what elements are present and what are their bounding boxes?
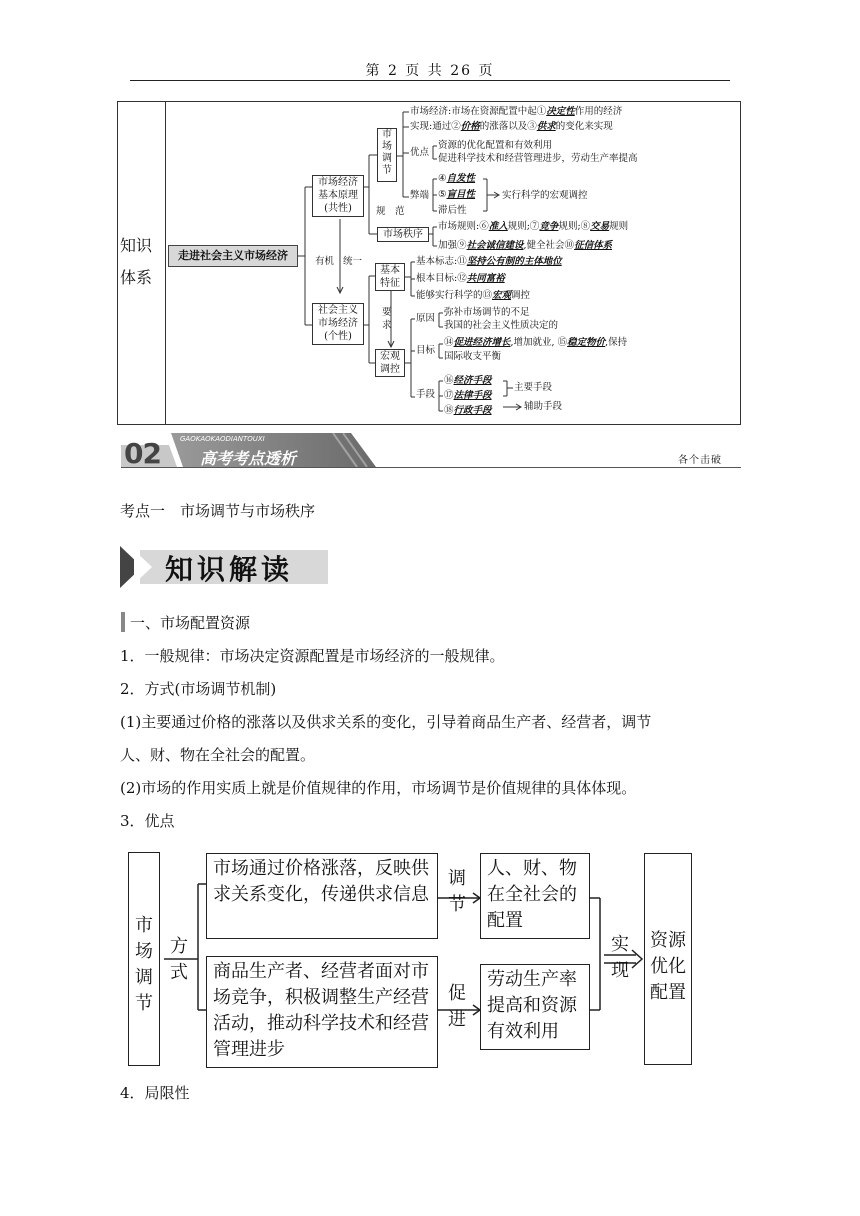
- target-line-1: [444, 337, 627, 349]
- label-line-1: 知识: [120, 236, 153, 255]
- sub-heading: 一、市场配置资源: [130, 614, 251, 632]
- means-1: [444, 375, 492, 387]
- leaf-key: 促进经济增长: [453, 337, 511, 348]
- leaf-text: 调控: [511, 290, 531, 301]
- leaf-text: 的涨落以及③: [479, 121, 537, 132]
- drawback-2: [438, 189, 475, 201]
- leaf-text: 作用的经济: [574, 106, 623, 117]
- leaf-key: 供求: [536, 121, 556, 132]
- paragraph-limitations: 4．局限性: [120, 1084, 190, 1102]
- leaf-text: 市场规则:⑥: [438, 221, 489, 232]
- leaf-key: 征信体系: [574, 240, 613, 251]
- sub-heading-bar: [121, 612, 125, 632]
- link-unified: 统一: [343, 256, 363, 267]
- node-char: 调: [382, 153, 392, 164]
- drawback-1: [438, 173, 475, 185]
- paragraph-value-law: (2)市场的作用实质上就是价值规律的作用，市场调节是价值规律的具体体现。: [120, 779, 637, 797]
- leaf-num: ⑰: [444, 390, 454, 401]
- leaf-key: 行政手段: [453, 405, 492, 416]
- leaf-text: 加强⑨: [438, 240, 467, 251]
- node-macro-control: [375, 349, 405, 377]
- leaf-key: 价格: [460, 121, 480, 132]
- node-char: 市: [382, 129, 392, 140]
- leaf-text: 根本目标:⑫: [416, 273, 467, 284]
- drawback-label: 弊端: [410, 190, 430, 201]
- order-rules: [438, 221, 628, 233]
- leaf-key: 竞争: [539, 221, 559, 232]
- paragraph-general-law: 1．一般规律：市场决定资源配置是市场经济的一般规律。: [120, 647, 505, 665]
- reason-line-1: 弥补市场调节的不足: [444, 307, 530, 318]
- leaf-num: ⑯: [444, 375, 454, 386]
- means-label: 手段: [416, 389, 436, 400]
- node-basic-principle: [312, 175, 364, 217]
- node-line: 调控: [380, 364, 400, 375]
- node-line: 市场经济: [318, 318, 358, 329]
- node-line: 基本: [380, 265, 400, 276]
- banner-pinyin: GAOKAOKAODIANTOUXI: [180, 435, 265, 443]
- leaf-text: 实现:通过②: [410, 121, 461, 132]
- label-char: 进: [448, 1009, 466, 1030]
- node-char: 场: [382, 141, 392, 152]
- node-line: (个性): [324, 331, 352, 342]
- node-basic-features: [375, 263, 405, 291]
- feature-goal: [416, 273, 505, 285]
- drawback-3: 滞后性: [438, 205, 467, 216]
- feature-macro: [416, 290, 530, 302]
- resource-optimization-box: [644, 853, 692, 1065]
- node-line: (共性): [324, 203, 352, 214]
- leaf-key: 坚持公有制的主体地位: [466, 256, 562, 267]
- link-organic: 有机: [315, 256, 335, 267]
- leaf-key: 准入: [488, 221, 508, 232]
- market-regulation-box: [128, 852, 160, 1066]
- box-line: 配置: [650, 982, 686, 1003]
- label-char: 调: [448, 868, 466, 889]
- paragraph-advantages: 3．优点: [120, 812, 175, 830]
- box-char: 调: [135, 967, 153, 988]
- node-line: 宏观: [380, 351, 400, 362]
- regulate-label: [446, 866, 468, 918]
- paragraph-method: 2．方式(市场调节机制): [120, 680, 277, 698]
- drawback-result: 实行科学的宏观调控: [502, 190, 588, 201]
- leaf-text: 规则: [609, 221, 629, 232]
- label-char: 节: [448, 894, 466, 915]
- node-require: [382, 306, 392, 332]
- knowledge-interpretation-title: 知识解读: [165, 553, 294, 586]
- order-credit: [438, 240, 612, 252]
- paragraph-mechanism-line-2: 人、财、物在全社会的配置。: [120, 746, 316, 764]
- node-market-order: 市场秩序: [377, 227, 429, 242]
- banner-right-text: 各个击破: [678, 455, 722, 466]
- feature-sign: [416, 256, 562, 268]
- target-line-2: 国际收支平衡: [444, 351, 502, 362]
- productivity-box: 劳动生产率提高和资源有效利用: [480, 964, 590, 1050]
- header-rule: [130, 80, 730, 81]
- box-char: 市: [135, 915, 153, 936]
- allocation-box: 人、财、物在全社会的配置: [480, 853, 590, 939]
- leaf-key: 自发性: [446, 173, 476, 184]
- leaf-key: 法律手段: [453, 390, 492, 401]
- node-char: 求: [382, 320, 392, 331]
- leaf-text: ,增加就业, ⑮: [510, 337, 568, 348]
- node-char: 节: [382, 165, 392, 176]
- leaf-key: 盲目性: [446, 189, 476, 200]
- leaf-text: ,保持: [605, 337, 628, 348]
- target-label: 目标: [416, 345, 436, 356]
- leaf-text: 能够实行科学的⑬: [416, 290, 493, 301]
- label-line-2: 体系: [120, 268, 153, 287]
- node-line: 市场经济: [318, 177, 358, 188]
- promote-label: [446, 981, 468, 1033]
- leaf-text: 的变化来实现: [555, 121, 613, 132]
- label-char: 式: [170, 962, 188, 983]
- section-title: 考点一 市场调节与市场秩序: [120, 502, 316, 520]
- label-char: 促: [448, 983, 466, 1004]
- means-3: [444, 405, 492, 417]
- leaf-realize: [410, 121, 613, 133]
- adv-line-2: 促进科学技术和经营管理进步，劳动生产率提高: [438, 153, 638, 164]
- leaf-key: 共同富裕: [466, 273, 505, 284]
- leaf-text: 市场经济:市场在资源配置中起①: [410, 106, 547, 117]
- adv-line-1: 资源的优化配置和有效利用: [438, 140, 553, 151]
- node-line: 社会主义: [318, 305, 358, 316]
- mind-map-root: 走进社会主义市场经济: [168, 245, 298, 267]
- leaf-num: ⑤: [438, 189, 447, 200]
- leaf-text: 规则;⑦: [507, 221, 540, 232]
- means-aux: 辅助手段: [524, 401, 563, 412]
- reason-line-2: 我国的社会主义性质决定的: [444, 320, 559, 331]
- adv-label: 优点: [410, 147, 430, 158]
- means-main: 主要手段: [514, 382, 553, 393]
- node-line: 基本原理: [318, 190, 358, 201]
- reason-label: 原因: [416, 313, 436, 324]
- leaf-market-economy: [410, 106, 622, 118]
- box-line: 资源: [650, 930, 686, 951]
- knowledge-system-label: [120, 230, 164, 294]
- leaf-num: ④: [438, 173, 447, 184]
- means-2: [444, 390, 492, 402]
- leaf-num: ⑭: [444, 337, 454, 348]
- banner-number: 02: [124, 437, 161, 470]
- label-char: 现: [611, 960, 629, 981]
- leaf-key: 交易: [590, 221, 610, 232]
- realize-label: [608, 932, 632, 984]
- method-label: [168, 934, 190, 986]
- leaf-text: ,健全社会⑩: [523, 240, 575, 251]
- leaf-key: 决定性: [546, 106, 575, 117]
- leaf-key: 社会诚信建设: [466, 240, 524, 251]
- page-indicator: 第 2 页 共 26 页: [365, 63, 495, 79]
- leaf-text: 基本标志:⑪: [416, 256, 467, 267]
- box-char: 场: [135, 941, 153, 962]
- competition-box: 商品生产者、经营者面对市场竞争，积极调整生产经营活动，推动科学技术和经营管理进步: [206, 956, 438, 1068]
- banner-title: 高考考点透析: [200, 449, 297, 468]
- box-line: 优化: [650, 956, 686, 977]
- label-char: 方: [170, 936, 188, 957]
- node-norm: 规 范: [376, 206, 405, 217]
- node-char: 要: [382, 307, 392, 318]
- leaf-key: 稳定物价: [567, 337, 606, 348]
- leaf-text: 规则;⑧: [558, 221, 591, 232]
- leaf-key: 宏观: [492, 290, 512, 301]
- node-market-regulation: [377, 128, 397, 182]
- leaf-key: 经济手段: [453, 375, 492, 386]
- node-line: 特征: [380, 278, 400, 289]
- paragraph-mechanism-line-1: (1)主要通过价格的涨落以及供求关系的变化，引导着商品生产者、经营者，调节: [120, 713, 652, 731]
- price-signal-box: 市场通过价格涨落，反映供求关系变化，传递供求信息: [206, 853, 438, 939]
- node-socialist-economy: [312, 303, 364, 345]
- box-char: 节: [135, 993, 153, 1014]
- leaf-num: ⑱: [444, 405, 454, 416]
- label-char: 实: [611, 934, 629, 955]
- banner-rule: [121, 467, 741, 468]
